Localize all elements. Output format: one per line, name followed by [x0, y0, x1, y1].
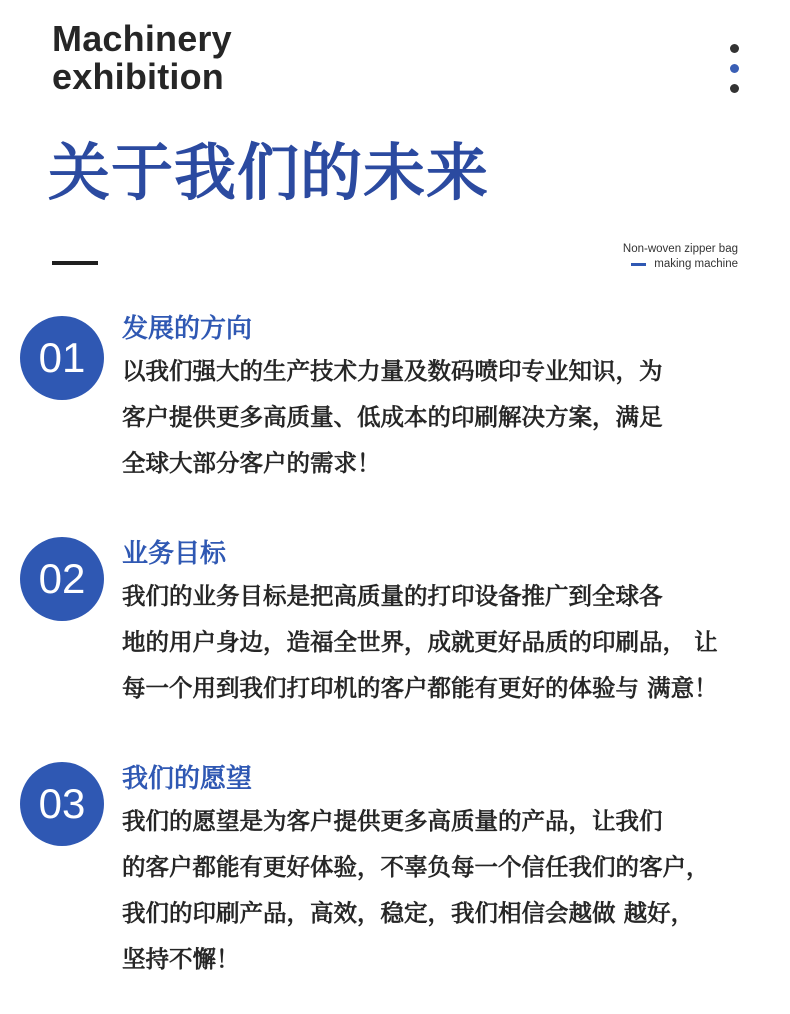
brand-line-1: Machinery: [52, 18, 232, 59]
caption-dash: [631, 263, 646, 266]
caption: [623, 242, 738, 272]
section-text-line: 以我们强大的生产技术力量及数码喷印专业知识，为: [122, 357, 663, 385]
section-text-line: 全球大部分客户的需求！: [122, 449, 381, 477]
section-text-line: 我们的业务目标是把高质量的打印设备推广到全球各: [122, 582, 663, 610]
section-text-line: 地的用户身边，造福全世界，成就更好品质的印刷品， 让: [122, 628, 718, 656]
caption-line-1: Non-woven zipper bag: [622, 243, 738, 255]
caption-line-2: making machine: [654, 258, 738, 270]
brand-line-2: exhibition: [52, 56, 224, 97]
section-title: 我们的愿望: [122, 764, 253, 794]
menu-dot-active: [730, 64, 739, 73]
section-body: [122, 573, 782, 711]
section-text-line: 我们的愿望是为客户提供更多高质量的产品，让我们: [122, 807, 663, 835]
section-text-line: 的客户都能有更好体验，不辜负每一个信任我们的客户，: [122, 853, 710, 881]
section-text-line: 客户提供更多高质量、低成本的印刷解决方案，满足: [122, 403, 663, 431]
brand-title: [52, 20, 232, 96]
section-body: [122, 348, 782, 486]
section-number-badge: 02: [20, 537, 104, 621]
section-number-badge: 01: [20, 316, 104, 400]
section-body: [122, 798, 782, 982]
menu-dot: [730, 84, 739, 93]
section-text-line: 坚持不懈！: [122, 945, 240, 973]
menu-dot: [730, 44, 739, 53]
page-title: 关于我们的未来: [48, 136, 490, 209]
section-text-line: 我们的印刷产品，高效，稳定，我们相信会越做 越好，: [122, 899, 695, 927]
section-number-badge: 03: [20, 762, 104, 846]
section-text-line: 每一个用到我们打印机的客户都能有更好的体验与 满意！: [122, 674, 718, 702]
section-title: 发展的方向: [122, 314, 253, 344]
section-title: 业务目标: [122, 539, 227, 569]
title-underline: [52, 261, 98, 265]
vertical-dots-icon[interactable]: [730, 44, 740, 104]
